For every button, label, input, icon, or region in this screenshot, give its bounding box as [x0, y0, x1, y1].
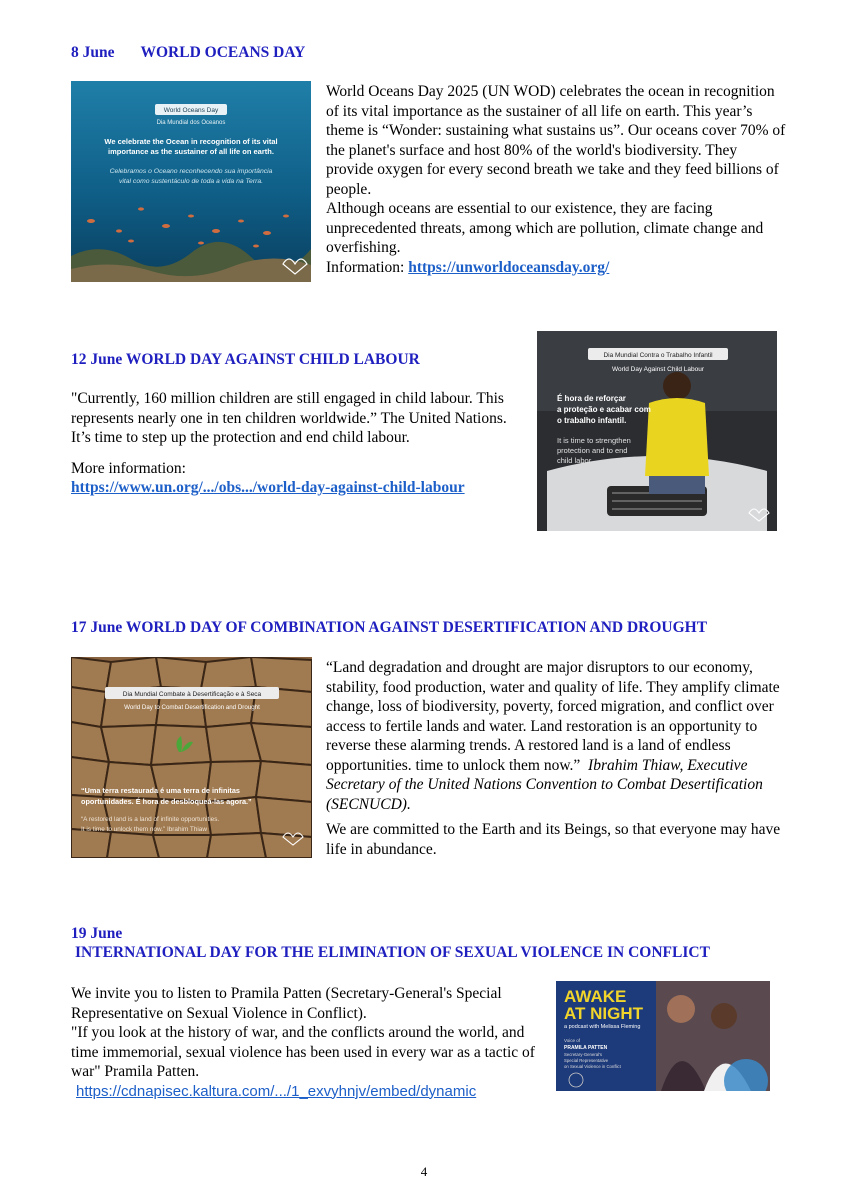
section-heading-oceans: [71, 43, 305, 62]
oceans-link[interactable]: https://unworldoceansday.org/: [408, 258, 610, 276]
child-labour-link[interactable]: https://www.un.org/.../obs.../world-day-against-child-labour: [71, 479, 465, 496]
child-labour-image: [537, 331, 777, 531]
oceans-image-pt-2: vital como sustentáculo de toda a vida na Terra.: [118, 178, 264, 185]
desert-image-tag: Dia Mundial Combate à Desertificação e à Seca: [122, 691, 262, 698]
desert-attribution: Ibrahim Thiaw, Executive Secretary of the United Nations Convention to Combat Desertification (SECNUCD).: [326, 756, 763, 813]
oceans-image-headline-2: importance as the sustainer of all life on earth.: [108, 147, 274, 156]
awake-role-2: Special Representative: [564, 1058, 609, 1063]
awake-name: PRAMILA PATTEN: [564, 1045, 608, 1051]
oceans-image-pt-1: Celebramos o Oceano reconhecendo sua importância: [109, 168, 273, 175]
awake-role-3: on Sexual Violence in Conflict: [564, 1064, 621, 1069]
child-image-en-2: protection and to end: [557, 446, 628, 455]
section-heading-desertification: 17 June WORLD DAY OF COMBINATION AGAINST DESERTIFICATION AND DROUGHT: [71, 619, 708, 636]
child-image-pt-1: É hora de reforçar: [557, 394, 626, 403]
child-labour-call: It’s time to step up the protection and end child labour.: [71, 429, 410, 446]
awake-title-1: AWAKE: [564, 987, 627, 1006]
oceans-image-tag: World Oceans Day: [163, 107, 219, 114]
child-labour-quote: "Currently, 160 million children are still engaged in child labour. This represents nearly one in ten children worldwide.” The United Nations.: [71, 390, 507, 427]
section-heading-date-19june: 19 June: [71, 925, 123, 942]
desert-image-subtitle: World Day to Combat Desertification and Drought: [124, 704, 260, 711]
section-heading-sexual-violence: INTERNATIONAL DAY FOR THE ELIMINATION OF SEXUAL VIOLENCE IN CONFLICT: [75, 944, 710, 961]
child-image-tag: Dia Mundial Contra o Trabalho Infantil: [603, 352, 713, 359]
page-number: 4: [420, 1164, 428, 1179]
oceans-day-image: [71, 81, 311, 282]
oceans-paragraph-2: Although oceans are essential to our existence, they are facing unprecedented threats, among which are pollution, climate change and overfishing.: [326, 200, 764, 256]
desert-image-pt-1: “Uma terra restaurada é uma terra de infinitas: [81, 786, 240, 795]
awake-voice: Voice of: [564, 1038, 581, 1043]
sv-intro: We invite you to listen to Pramila Patten (Secretary-General's Special Representative on Sexual Violence in Conflict).: [71, 985, 502, 1022]
oceans-paragraph-1: World Oceans Day 2025 (UN WOD) celebrates the ocean in recognition of its vital importance as the sustainer of all life on earth. This year’s theme is “Wonder: sustaining what sustains us”. Our oceans cover 70% of the planet's surface and host 80% of the world's biodiversity. They provide oxygen for every second breath we take and they feed billions of people.: [326, 83, 786, 198]
oceans-image-subtitle: Dia Mundial dos Oceanos: [156, 120, 226, 126]
desert-image-en-1: “A restored land is a land of infinite opportunities.: [81, 816, 220, 823]
child-labour-more-label: More information:: [71, 459, 186, 477]
sexual-violence-text: [71, 984, 547, 1101]
child-labour-text: [71, 389, 523, 498]
desert-quote-block: [326, 658, 790, 814]
oceans-info-line: [326, 258, 786, 278]
desertification-image: [71, 657, 312, 858]
child-image-pt-2: a proteção e acabar com: [557, 405, 651, 414]
oceans-text: [326, 82, 786, 277]
awake-title-2: AT NIGHT: [564, 1004, 644, 1023]
heading-title: WORLD OCEANS DAY: [140, 44, 306, 61]
desert-image-en-2: It is time to unlock them now.” Ibrahim Thiaw: [81, 826, 207, 833]
child-image-en-1: It is time to strengthen: [557, 436, 631, 445]
desert-quote: “Land degradation and drought are major disruptors to our economy, stability, food production, water and quality of life. They amplify climate change, loss of biodiversity, poverty, forced migration, and conflict over access to fertile lands and water. Land restoration is an opportunity to reverse these alarming trends. A restored land is a land of endless opportunities. time to unlock them now.”: [326, 659, 780, 774]
child-image-subtitle: World Day Against Child Labour: [611, 366, 705, 373]
oceans-image-headline-1: We celebrate the Ocean in recognition of its vital: [104, 137, 278, 146]
awake-at-night-image: [556, 981, 770, 1091]
sv-quote: "If you look at the history of war, and the conflicts around the world, and time immemorial, sexual violence has been used in every war as a tactic of war" Pramila Patten.: [71, 1024, 535, 1080]
desert-image-pt-2: oportunidades. É hora de desbloqueá-las agora.”: [81, 797, 252, 806]
child-image-pt-3: o trabalho infantil.: [557, 416, 627, 425]
child-image-en-3: child labor.: [557, 456, 593, 465]
sv-link[interactable]: https://cdnapisec.kaltura.com/.../1_exvyhnjv/embed/dynamic: [76, 1082, 477, 1100]
section-heading-child-labour: 12 June WORLD DAY AGAINST CHILD LABOUR: [71, 351, 420, 368]
heading-date: 8 June: [71, 44, 115, 61]
desert-closing: We are committed to the Earth and its Beings, so that everyone may have life in abundance.: [326, 821, 781, 858]
oceans-info-label: Information:: [326, 258, 409, 276]
awake-podcast: a podcast with Melissa Fleming: [564, 1024, 641, 1030]
awake-role-1: Secretary-General's: [564, 1052, 603, 1057]
desertification-text: [326, 658, 790, 859]
